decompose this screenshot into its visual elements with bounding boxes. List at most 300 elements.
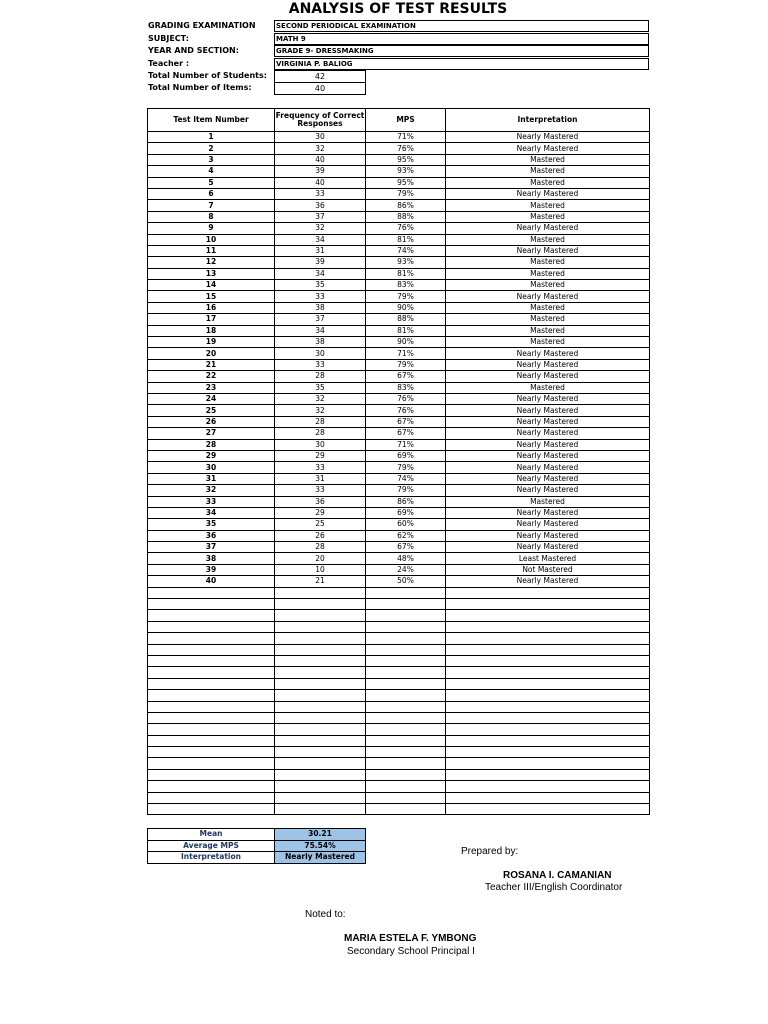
- mps-cell: 79%: [366, 359, 446, 370]
- mps-cell: 88%: [366, 211, 446, 222]
- empty-cell: [446, 633, 650, 644]
- item-number-cell: 2: [148, 143, 275, 154]
- frequency-cell: 28: [275, 428, 366, 439]
- table-row: [148, 143, 650, 154]
- grading-label: GRADING EXAMINATION: [148, 21, 256, 30]
- empty-cell: [446, 712, 650, 723]
- interpretation-cell: Mastered: [446, 314, 650, 325]
- table-row: [148, 132, 650, 143]
- item-number-cell: 16: [148, 302, 275, 313]
- mps-cell: 81%: [366, 325, 446, 336]
- mps-cell: 76%: [366, 223, 446, 234]
- empty-table-row: [148, 655, 650, 666]
- empty-table-row: [148, 621, 650, 632]
- interpretation-cell: Mastered: [446, 337, 650, 348]
- table-row: [148, 223, 650, 234]
- item-number-cell: 3: [148, 154, 275, 165]
- empty-cell: [275, 701, 366, 712]
- mps-cell: 76%: [366, 143, 446, 154]
- empty-cell: [148, 712, 275, 723]
- empty-table-row: [148, 769, 650, 780]
- item-number-cell: 22: [148, 371, 275, 382]
- empty-table-row: [148, 758, 650, 769]
- interpretation-cell: Mastered: [446, 154, 650, 165]
- mps-cell: 81%: [366, 234, 446, 245]
- mps-cell: 93%: [366, 257, 446, 268]
- item-number-cell: 21: [148, 359, 275, 370]
- table-row: [148, 268, 650, 279]
- empty-cell: [366, 599, 446, 610]
- section-label: YEAR AND SECTION:: [148, 46, 239, 55]
- empty-cell: [275, 792, 366, 803]
- table-row: [148, 542, 650, 553]
- table-row: [148, 450, 650, 461]
- frequency-cell: 36: [275, 496, 366, 507]
- mps-cell: 71%: [366, 439, 446, 450]
- empty-cell: [366, 655, 446, 666]
- interpretation-cell: Nearly Mastered: [446, 188, 650, 199]
- empty-cell: [366, 610, 446, 621]
- mean-value: 30.21: [275, 829, 366, 841]
- empty-cell: [275, 587, 366, 598]
- empty-cell: [148, 599, 275, 610]
- interpretation-cell: Nearly Mastered: [446, 371, 650, 382]
- empty-cell: [446, 747, 650, 758]
- empty-cell: [275, 690, 366, 701]
- interpretation-cell: Nearly Mastered: [446, 405, 650, 416]
- empty-cell: [148, 667, 275, 678]
- interpretation-cell: Nearly Mastered: [446, 245, 650, 256]
- mps-cell: 69%: [366, 450, 446, 461]
- empty-cell: [275, 610, 366, 621]
- item-number-cell: 28: [148, 439, 275, 450]
- frequency-cell: 37: [275, 211, 366, 222]
- interpretation-cell: Mastered: [446, 268, 650, 279]
- mps-cell: 95%: [366, 154, 446, 165]
- empty-table-row: [148, 678, 650, 689]
- empty-cell: [275, 633, 366, 644]
- empty-cell: [148, 610, 275, 621]
- section-value: GRADE 9- DRESSMAKING: [274, 45, 649, 57]
- frequency-cell: 21: [275, 576, 366, 587]
- table-row: [148, 405, 650, 416]
- item-number-cell: 26: [148, 416, 275, 427]
- empty-cell: [446, 667, 650, 678]
- frequency-cell: 33: [275, 188, 366, 199]
- table-row: [148, 473, 650, 484]
- mps-cell: 79%: [366, 188, 446, 199]
- empty-table-row: [148, 701, 650, 712]
- frequency-cell: 33: [275, 291, 366, 302]
- empty-table-row: [148, 792, 650, 803]
- item-number-cell: 4: [148, 166, 275, 177]
- empty-table-row: [148, 781, 650, 792]
- table-row: [148, 428, 650, 439]
- empty-table-row: [148, 667, 650, 678]
- frequency-cell: 34: [275, 234, 366, 245]
- item-number-cell: 6: [148, 188, 275, 199]
- empty-cell: [366, 690, 446, 701]
- empty-cell: [366, 769, 446, 780]
- interpretation-cell: Nearly Mastered: [446, 542, 650, 553]
- col-header-frequency: Frequency of Correct Responses: [275, 109, 366, 132]
- table-row: [148, 337, 650, 348]
- frequency-cell: 25: [275, 519, 366, 530]
- frequency-cell: 29: [275, 450, 366, 461]
- item-number-cell: 20: [148, 348, 275, 359]
- table-row: [148, 496, 650, 507]
- empty-cell: [148, 724, 275, 735]
- mps-cell: 67%: [366, 428, 446, 439]
- mps-cell: 93%: [366, 166, 446, 177]
- mps-cell: 76%: [366, 405, 446, 416]
- item-number-cell: 35: [148, 519, 275, 530]
- table-row: [148, 302, 650, 313]
- item-number-cell: 40: [148, 576, 275, 587]
- table-row: [148, 382, 650, 393]
- items-label: Total Number of Items:: [148, 83, 252, 92]
- subject-value: MATH 9: [274, 33, 649, 45]
- frequency-cell: 32: [275, 223, 366, 234]
- col-header-mps: MPS: [366, 109, 446, 132]
- item-number-cell: 18: [148, 325, 275, 336]
- empty-cell: [148, 735, 275, 746]
- mps-cell: 81%: [366, 268, 446, 279]
- mps-cell: 86%: [366, 496, 446, 507]
- empty-cell: [148, 621, 275, 632]
- item-number-cell: 17: [148, 314, 275, 325]
- interpretation-cell: Mastered: [446, 257, 650, 268]
- frequency-cell: 35: [275, 280, 366, 291]
- empty-table-row: [148, 633, 650, 644]
- mps-cell: 76%: [366, 393, 446, 404]
- empty-table-row: [148, 599, 650, 610]
- interpretation-cell: Nearly Mastered: [446, 473, 650, 484]
- item-number-cell: 13: [148, 268, 275, 279]
- mean-label: Mean: [148, 829, 275, 841]
- average-mps-value: 75.54%: [275, 840, 366, 852]
- interpretation-cell: Nearly Mastered: [446, 143, 650, 154]
- empty-cell: [446, 724, 650, 735]
- interpretation-cell: Nearly Mastered: [446, 348, 650, 359]
- empty-cell: [446, 735, 650, 746]
- mps-cell: 48%: [366, 553, 446, 564]
- mps-cell: 69%: [366, 507, 446, 518]
- empty-cell: [148, 701, 275, 712]
- table-row: [148, 234, 650, 245]
- empty-cell: [275, 769, 366, 780]
- interpretation-cell: Nearly Mastered: [446, 450, 650, 461]
- empty-table-row: [148, 587, 650, 598]
- col-header-interpretation: Interpretation: [446, 109, 650, 132]
- frequency-cell: 33: [275, 359, 366, 370]
- frequency-cell: 40: [275, 154, 366, 165]
- table-row: [148, 245, 650, 256]
- item-number-cell: 1: [148, 132, 275, 143]
- item-number-cell: 14: [148, 280, 275, 291]
- empty-table-row: [148, 724, 650, 735]
- mps-cell: 67%: [366, 371, 446, 382]
- grading-value: SECOND PERIODICAL EXAMINATION: [274, 20, 649, 32]
- table-row: [148, 439, 650, 450]
- mps-cell: 71%: [366, 132, 446, 143]
- interpretation-cell: Mastered: [446, 325, 650, 336]
- frequency-cell: 34: [275, 325, 366, 336]
- table-row: [148, 576, 650, 587]
- interpretation-cell: Nearly Mastered: [446, 416, 650, 427]
- frequency-cell: 32: [275, 143, 366, 154]
- mps-cell: 62%: [366, 530, 446, 541]
- empty-cell: [446, 655, 650, 666]
- empty-cell: [148, 804, 275, 815]
- table-row: [148, 553, 650, 564]
- interpretation-cell: Mastered: [446, 496, 650, 507]
- empty-cell: [366, 712, 446, 723]
- mps-cell: 79%: [366, 291, 446, 302]
- interpretation-cell: Nearly Mastered: [446, 439, 650, 450]
- interpretation-cell: Nearly Mastered: [446, 223, 650, 234]
- frequency-cell: 34: [275, 268, 366, 279]
- empty-cell: [446, 690, 650, 701]
- empty-cell: [148, 678, 275, 689]
- item-number-cell: 24: [148, 393, 275, 404]
- item-number-cell: 19: [148, 337, 275, 348]
- interpretation-cell: Nearly Mastered: [446, 485, 650, 496]
- noted-by-title: Secondary School Principal I: [347, 946, 475, 957]
- empty-table-row: [148, 735, 650, 746]
- empty-cell: [446, 781, 650, 792]
- interpretation-cell: Mastered: [446, 382, 650, 393]
- empty-cell: [366, 667, 446, 678]
- empty-cell: [148, 769, 275, 780]
- mps-cell: 83%: [366, 280, 446, 291]
- empty-cell: [366, 804, 446, 815]
- item-number-cell: 27: [148, 428, 275, 439]
- frequency-cell: 30: [275, 439, 366, 450]
- item-number-cell: 7: [148, 200, 275, 211]
- table-row: [148, 416, 650, 427]
- item-number-cell: 5: [148, 177, 275, 188]
- frequency-cell: 38: [275, 302, 366, 313]
- frequency-cell: 36: [275, 200, 366, 211]
- mps-cell: 74%: [366, 473, 446, 484]
- empty-cell: [275, 599, 366, 610]
- mps-cell: 74%: [366, 245, 446, 256]
- table-row: [148, 154, 650, 165]
- table-row: [148, 519, 650, 530]
- empty-cell: [366, 781, 446, 792]
- empty-cell: [148, 655, 275, 666]
- empty-cell: [446, 599, 650, 610]
- empty-table-row: [148, 747, 650, 758]
- empty-cell: [148, 633, 275, 644]
- frequency-cell: 28: [275, 416, 366, 427]
- frequency-cell: 38: [275, 337, 366, 348]
- empty-cell: [275, 747, 366, 758]
- empty-cell: [446, 610, 650, 621]
- mps-cell: 71%: [366, 348, 446, 359]
- interpretation-cell: Mastered: [446, 166, 650, 177]
- interpretation-cell: Nearly Mastered: [446, 132, 650, 143]
- interpretation-cell: Mastered: [446, 211, 650, 222]
- table-row: [148, 291, 650, 302]
- interpretation-cell: Mastered: [446, 302, 650, 313]
- empty-cell: [446, 644, 650, 655]
- page-title: ANALYSIS OF TEST RESULTS: [288, 1, 508, 17]
- empty-cell: [275, 667, 366, 678]
- interpretation-cell: Mastered: [446, 280, 650, 291]
- empty-cell: [275, 644, 366, 655]
- mps-cell: 83%: [366, 382, 446, 393]
- summary-row-mean: [148, 829, 366, 841]
- table-row: [148, 166, 650, 177]
- interpretation-cell: Nearly Mastered: [446, 462, 650, 473]
- empty-cell: [366, 792, 446, 803]
- frequency-cell: 28: [275, 371, 366, 382]
- empty-cell: [366, 701, 446, 712]
- summary-row-interpretation: [148, 852, 366, 864]
- frequency-cell: 35: [275, 382, 366, 393]
- empty-cell: [366, 644, 446, 655]
- mps-cell: 86%: [366, 200, 446, 211]
- empty-cell: [446, 587, 650, 598]
- empty-cell: [275, 621, 366, 632]
- table-row: [148, 393, 650, 404]
- frequency-cell: 40: [275, 177, 366, 188]
- mps-cell: 79%: [366, 485, 446, 496]
- empty-cell: [148, 587, 275, 598]
- table-row: [148, 325, 650, 336]
- mps-cell: 79%: [366, 462, 446, 473]
- mps-cell: 67%: [366, 416, 446, 427]
- mps-cell: 67%: [366, 542, 446, 553]
- frequency-cell: 32: [275, 393, 366, 404]
- table-row: [148, 564, 650, 575]
- item-number-cell: 9: [148, 223, 275, 234]
- empty-cell: [275, 758, 366, 769]
- mps-cell: 60%: [366, 519, 446, 530]
- interpretation-cell: Mastered: [446, 177, 650, 188]
- empty-cell: [446, 678, 650, 689]
- frequency-cell: 33: [275, 462, 366, 473]
- empty-cell: [446, 804, 650, 815]
- item-number-cell: 31: [148, 473, 275, 484]
- average-mps-label: Average MPS: [148, 840, 275, 852]
- frequency-cell: 39: [275, 257, 366, 268]
- interpretation-value: Nearly Mastered: [275, 852, 366, 864]
- empty-cell: [366, 633, 446, 644]
- interpretation-cell: Not Mastered: [446, 564, 650, 575]
- items-value: 40: [274, 82, 366, 95]
- noted-to-label: Noted to:: [305, 909, 346, 920]
- table-row: [148, 200, 650, 211]
- empty-cell: [446, 758, 650, 769]
- empty-table-row: [148, 804, 650, 815]
- interpretation-cell: Least Mastered: [446, 553, 650, 564]
- empty-cell: [366, 735, 446, 746]
- empty-table-row: [148, 610, 650, 621]
- item-number-cell: 12: [148, 257, 275, 268]
- table-row: [148, 257, 650, 268]
- mps-cell: 90%: [366, 302, 446, 313]
- frequency-cell: 20: [275, 553, 366, 564]
- mps-cell: 90%: [366, 337, 446, 348]
- table-row: [148, 348, 650, 359]
- item-number-cell: 36: [148, 530, 275, 541]
- empty-cell: [148, 690, 275, 701]
- summary-table: [147, 828, 366, 864]
- prepared-by-label: Prepared by:: [461, 846, 519, 857]
- prepared-by-name: ROSANA I. CAMANIAN: [503, 870, 612, 881]
- item-number-cell: 32: [148, 485, 275, 496]
- table-row: [148, 485, 650, 496]
- item-number-cell: 39: [148, 564, 275, 575]
- empty-cell: [148, 644, 275, 655]
- students-label: Total Number of Students:: [148, 71, 267, 80]
- item-number-cell: 8: [148, 211, 275, 222]
- empty-cell: [446, 621, 650, 632]
- table-row: [148, 371, 650, 382]
- table-row: [148, 188, 650, 199]
- teacher-label: Teacher :: [148, 59, 190, 68]
- empty-cell: [366, 758, 446, 769]
- item-number-cell: 23: [148, 382, 275, 393]
- frequency-cell: 30: [275, 348, 366, 359]
- frequency-cell: 26: [275, 530, 366, 541]
- col-header-item: Test Item Number: [148, 109, 275, 132]
- students-value: 42: [274, 70, 366, 83]
- empty-cell: [275, 804, 366, 815]
- item-number-cell: 33: [148, 496, 275, 507]
- interpretation-cell: Nearly Mastered: [446, 393, 650, 404]
- interpretation-label: Interpretation: [148, 852, 275, 864]
- prepared-by-title: Teacher III/English Coordinator: [485, 882, 623, 893]
- empty-cell: [446, 769, 650, 780]
- mps-cell: 95%: [366, 177, 446, 188]
- empty-cell: [275, 781, 366, 792]
- frequency-cell: 37: [275, 314, 366, 325]
- interpretation-cell: Nearly Mastered: [446, 428, 650, 439]
- test-results-table: [147, 108, 650, 815]
- empty-table-row: [148, 690, 650, 701]
- interpretation-cell: Mastered: [446, 234, 650, 245]
- empty-cell: [366, 587, 446, 598]
- item-number-cell: 15: [148, 291, 275, 302]
- table-row: [148, 280, 650, 291]
- table-row: [148, 462, 650, 473]
- frequency-cell: 31: [275, 245, 366, 256]
- item-number-cell: 29: [148, 450, 275, 461]
- frequency-cell: 32: [275, 405, 366, 416]
- table-header-row: [148, 109, 650, 132]
- empty-cell: [366, 678, 446, 689]
- empty-cell: [275, 724, 366, 735]
- frequency-cell: 28: [275, 542, 366, 553]
- empty-cell: [366, 621, 446, 632]
- empty-table-row: [148, 712, 650, 723]
- empty-cell: [275, 735, 366, 746]
- interpretation-cell: Nearly Mastered: [446, 519, 650, 530]
- frequency-cell: 31: [275, 473, 366, 484]
- empty-cell: [148, 781, 275, 792]
- mps-cell: 24%: [366, 564, 446, 575]
- table-row: [148, 314, 650, 325]
- frequency-cell: 29: [275, 507, 366, 518]
- table-row: [148, 359, 650, 370]
- frequency-cell: 33: [275, 485, 366, 496]
- interpretation-cell: Nearly Mastered: [446, 576, 650, 587]
- subject-label: SUBJECT:: [148, 34, 189, 43]
